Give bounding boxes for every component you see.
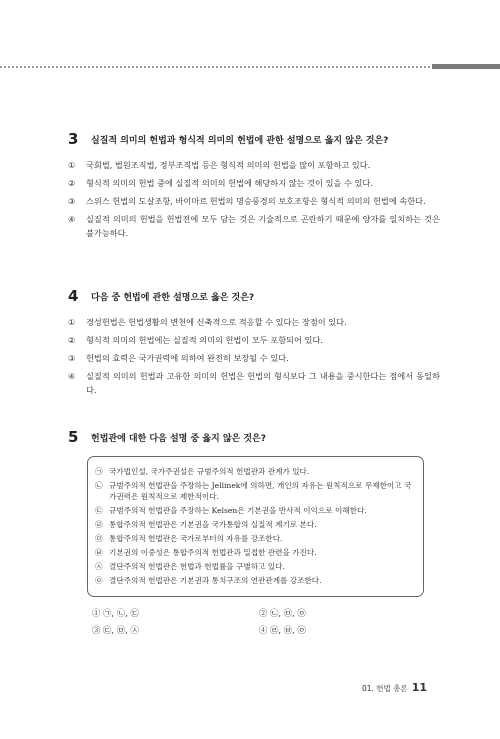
statement-item: ㉧ 결단주의적 헌법관은 기본권과 통치구조의 연관관계를 강조한다. [95, 576, 322, 586]
chapter-label: 01. 헌법 총론 [362, 684, 408, 693]
answer-choice-2[interactable]: ② ㉡, ㉤, ㉧ [259, 608, 306, 618]
statement-item: ㉠ 국가법인설, 국가주권설은 규범주의적 헌법관과 관계가 있다. [95, 467, 310, 476]
options-list [68, 158, 440, 240]
option-3[interactable]: ③ 헌법의 효력은 국가권력에 의하여 완전히 보장될 수 있다. [68, 353, 289, 363]
statement-item: ㉥ 기본권의 이중성은 통합주의적 헌법관과 밀접한 관련을 가진다. [95, 548, 317, 558]
top-page-marker [432, 64, 500, 69]
page-footer [362, 681, 427, 694]
question-text: 헌법관에 대한 다음 설명 중 옳지 않은 것은? [91, 434, 266, 444]
question-text: 실질적 의미의 헌법과 형식적 의미의 헌법에 관한 설명으로 옳지 않은 것은? [91, 136, 389, 146]
option-4[interactable]: ④ 실질적 의미의 헌법을 헌법전에 모두 담는 것은 기술적으로 곤란하기 때문에 양자를 일치하는 것은 불가능하다. [68, 214, 440, 238]
statement-item: ㉣ 통합주의적 헌법관은 기본권을 국가통합의 실질적 계기로 본다. [95, 520, 317, 530]
question-number: 3 [68, 130, 79, 148]
question-5 [68, 430, 440, 450]
top-dotted-rule [0, 66, 430, 68]
question-4 [68, 289, 440, 401]
question-3 [68, 132, 440, 244]
options-list [68, 315, 440, 397]
question-text: 다음 중 헌법에 관한 설명으로 옳은 것은? [91, 293, 255, 303]
answer-choice-1[interactable]: ① ㉠, ㉡, ㉢ [92, 608, 139, 618]
option-2[interactable]: ② 형식적 의미의 헌법에는 실질적 의미의 헌법이 모두 포함되어 있다. [68, 335, 323, 345]
option-1[interactable]: ① 경성헌법은 헌법생활의 변천에 신축적으로 적응할 수 있다는 장점이 있다. [68, 317, 347, 327]
option-2[interactable]: ② 형식적 의미의 헌법 중에 실질적 의미의 헌법에 해당하지 않는 것이 있을 수 있다. [68, 178, 373, 188]
answer-choice-4[interactable]: ④ ㉣, ㉥, ㉧ [259, 625, 306, 635]
page-number: 11 [411, 681, 427, 694]
statement-item: ㉦ 결단주의적 헌법관은 헌법과 헌법률을 구별하고 있다. [95, 562, 285, 572]
option-3[interactable]: ③ 스위스 헌법의 도살조항, 바이마르 헌법의 명승풍경의 보호조항은 형식적 의미의 헌법에 속한다. [68, 196, 426, 206]
question-number: 4 [68, 287, 79, 305]
option-1[interactable]: ① 국회법, 법원조직법, 정부조직법 등은 형식적 의미의 헌법을 많이 포함하고 있다. [68, 160, 371, 170]
question-number: 5 [68, 428, 79, 446]
option-4[interactable]: ④ 실질적 의미의 헌법과 고유한 의미의 헌법은 헌법의 형식보다 그 내용을 중시한다는 점에서 동일하다. [68, 371, 440, 395]
statement-item: ㉤ 통합주의적 헌법관은 국가로부터의 자유를 강조한다. [95, 534, 283, 544]
statements-box [87, 456, 424, 597]
answer-choice-3[interactable]: ③ ㉢, ㉤, ㉦ [92, 625, 139, 635]
statement-item: ㉡ 규범주의적 헌법관을 주장하는 Jellinek에 의하면, 개인의 자유는 원칙적으로 무제한이고 국가권력은 원칙적으로 제한적이다. [95, 481, 412, 502]
statement-item: ㉢ 규범주의적 헌법관을 주장하는 Kelsen은 기본권을 반사적 이익으로 이해한다. [95, 506, 367, 516]
